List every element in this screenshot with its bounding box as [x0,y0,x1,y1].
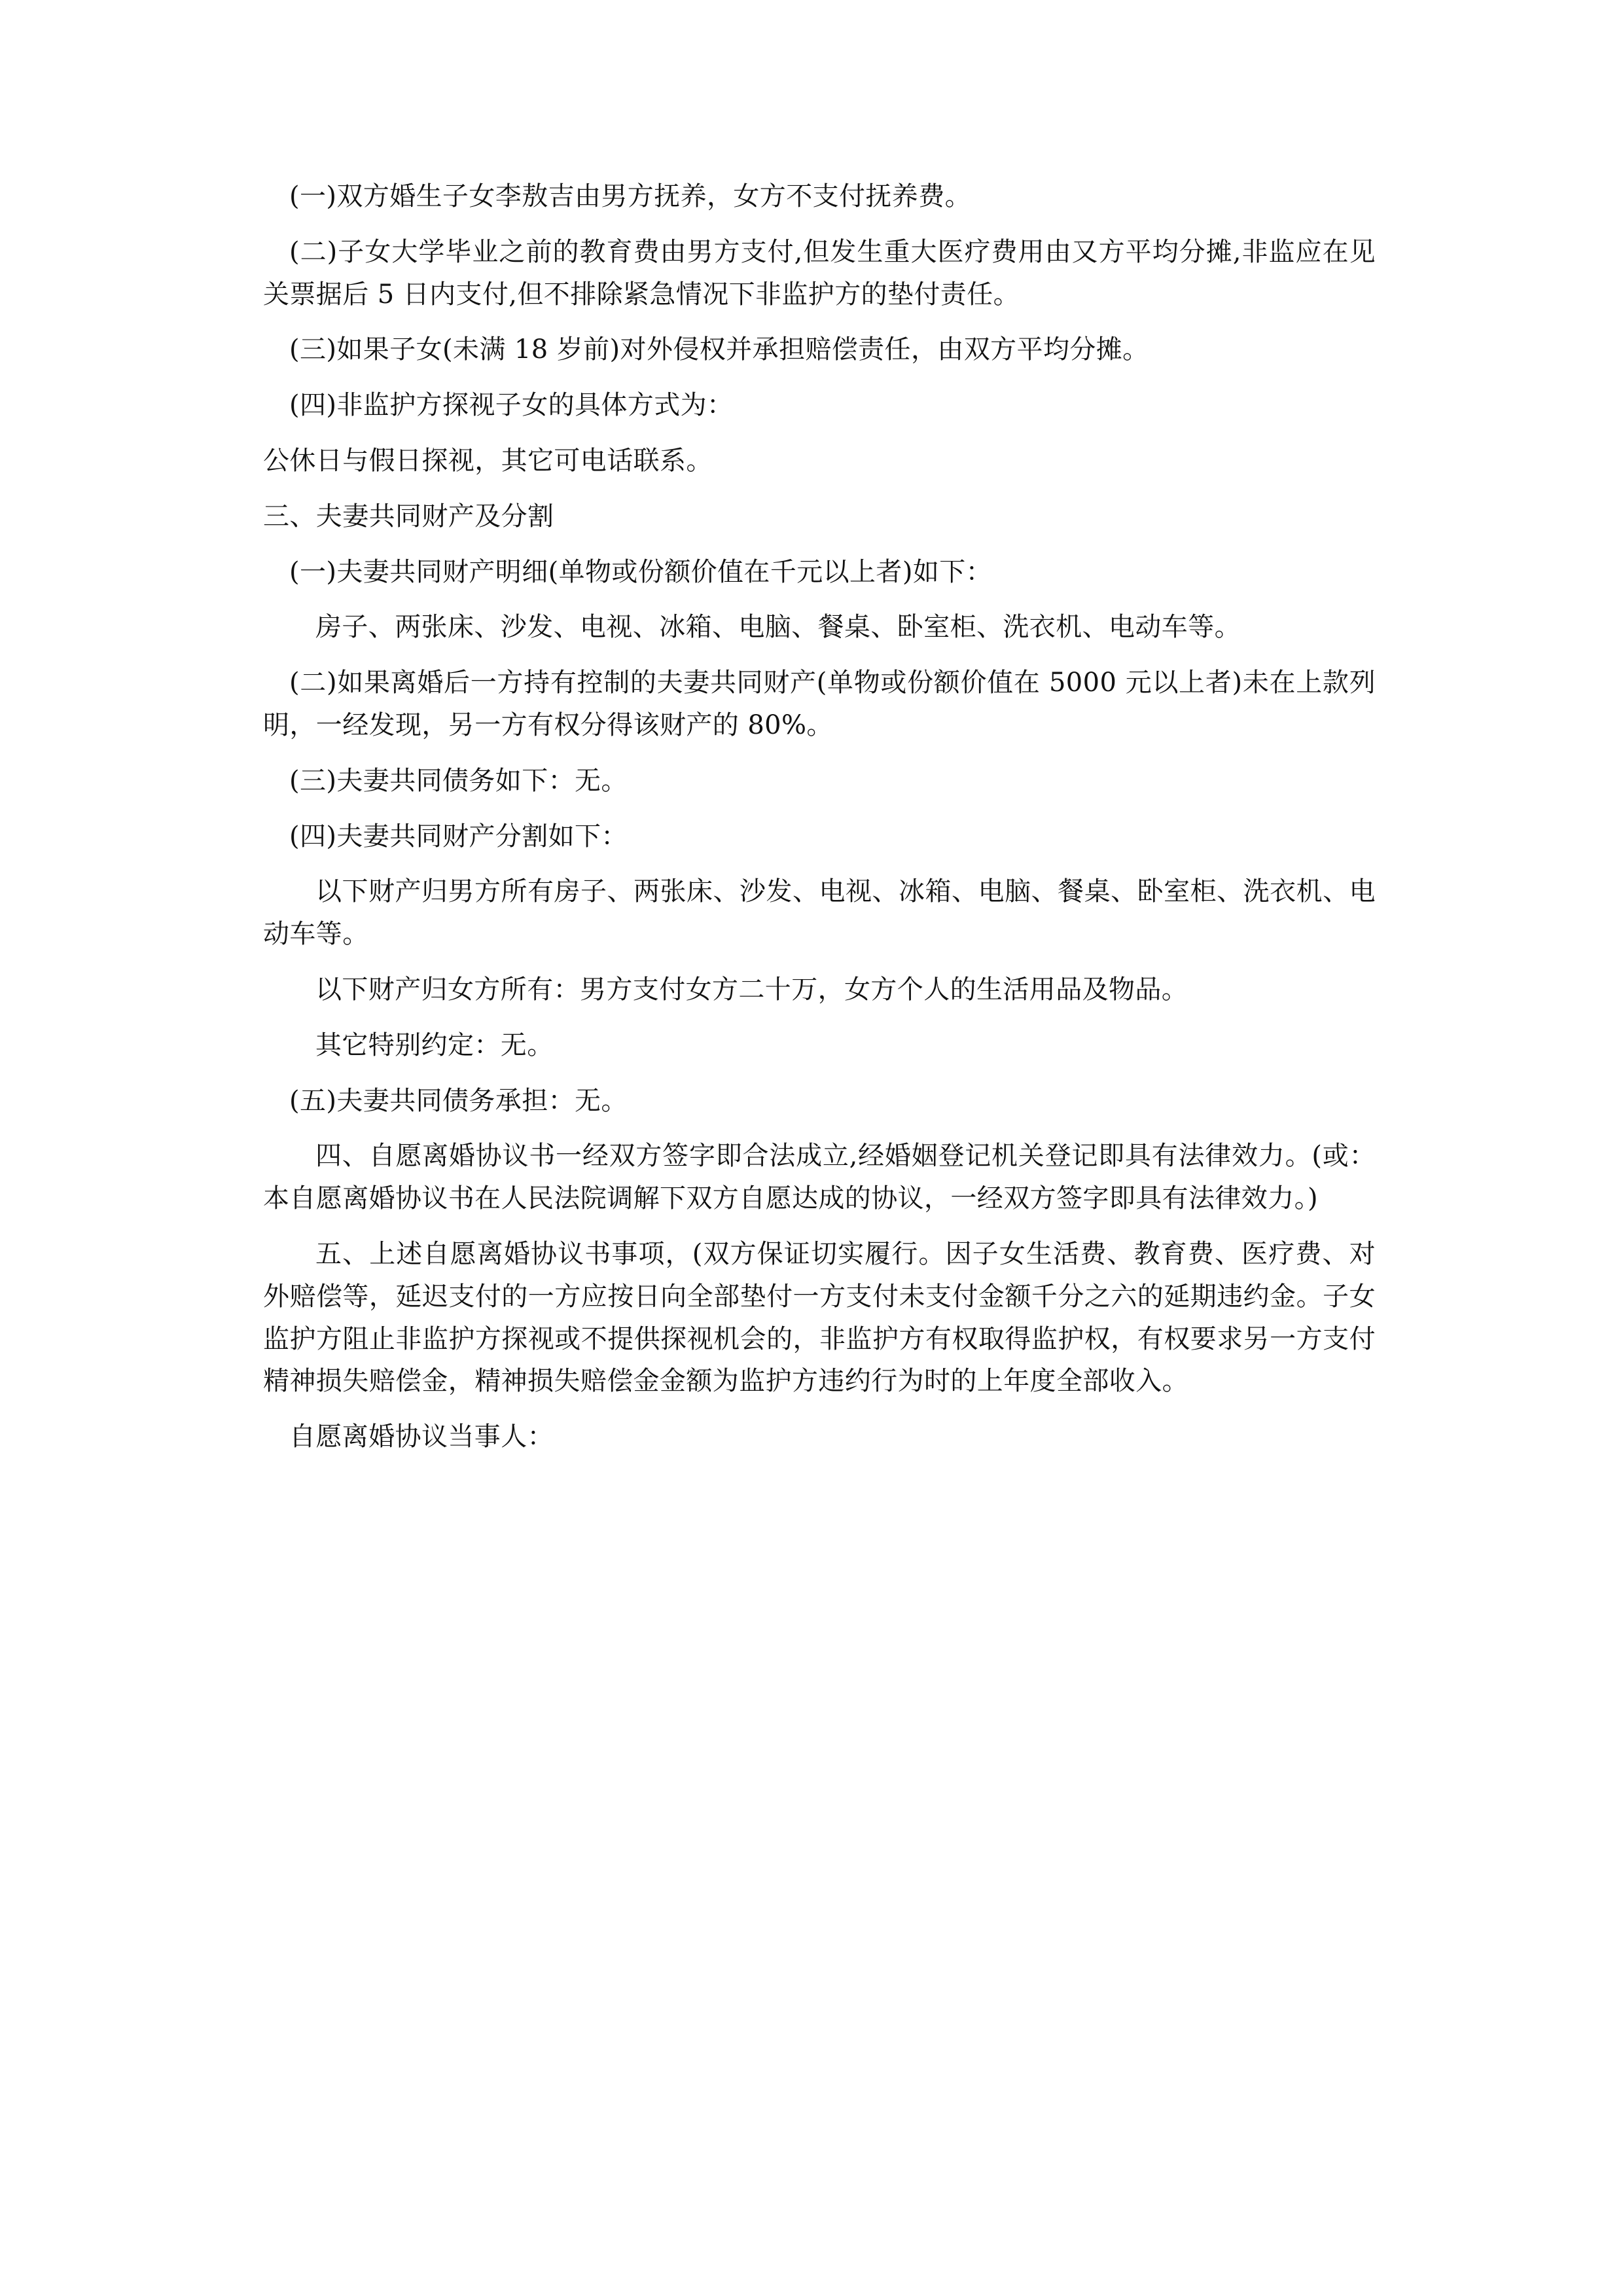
paragraph-child-custody: (一)双方婚生子女李敖吉由男方抚养，女方不支付抚养费。 [289,181,972,211]
paragraph-property-list: 房子、两张床、沙发、电视、冰箱、电脑、餐桌、卧室柜、洗衣机、电动车等。 [315,612,1241,643]
paragraph-property-list-heading: (一)夫妻共同财产明细(单物或份额价值在千元以上者)如下： [289,556,993,587]
paragraph-husband-property: 以下财产归男方所有房子、两张床、沙发、电视、冰箱、电脑、餐桌、卧室柜、洗衣机、电动车等。 [263,876,1376,950]
section-heading-property: 三、夫妻共同财产及分割 [263,501,554,531]
paragraph-debt-assumption: (五)夫妻共同债务承担：无。 [289,1085,628,1116]
paragraph-division-heading: (四)夫妻共同财产分割如下： [289,821,628,852]
paragraph-visitation-detail: 公休日与假日探视，其它可电话联系。 [263,445,713,476]
paragraph-joint-debt: (三)夫妻共同债务如下：无。 [289,765,628,796]
paragraph-wife-property: 以下财产归女方所有：男方支付女方二十万，女方个人的生活用品及物品。 [315,974,1188,1005]
paragraph-tort-liability: (三)如果子女(未满 18 岁前)对外侵权并承担赔偿责任，由双方平均分摊。 [289,334,1149,365]
paragraph-performance-terms: 五、上述自愿离婚协议书事项，(双方保证切实履行。因子女生活费、教育费、医疗费、对外赔偿等，延迟支付的一方应按日向全部垫付一方支付未支付金额千分之六的延期违约金。子女监护方阻止非监护方探视或不提供探视机会的，非监护方有权取得监护权，有权要求另一方支付精神损失赔偿金，精神损失赔偿金金额为监护方违约行为时的上年度全部收入。 [263,1238,1376,1397]
paragraph-education-expense: (二)子女大学毕业之前的教育费由男方支付,但发生重大医疗费用由又方平均分摊,非监应在见关票据后 5 日内支付,但不排除紧急情况下非监护方的垫付责任。 [263,236,1376,310]
paragraph-visitation-heading: (四)非监护方探视子女的具体方式为： [289,390,734,421]
paragraph-special-agreement: 其它特别约定：无。 [315,1030,554,1060]
paragraph-legal-effect: 四、自愿离婚协议书一经双方签字即合法成立,经婚姻登记机关登记即具有法律效力。(或：本自愿离婚协议书在人民法院调解下双方自愿达成的协议，一经双方签字即具有法律效力。) [263,1141,1376,1214]
paragraph-signature-line: 自愿离婚协议当事人： [289,1422,554,1452]
document-body [263,175,1376,1471]
paragraph-undisclosed-property: (二)如果离婚后一方持有控制的夫妻共同财产(单物或份额价值在 5000 元以上者)未在上款列明，一经发现，另一方有权分得该财产的 80%。 [263,668,1376,740]
